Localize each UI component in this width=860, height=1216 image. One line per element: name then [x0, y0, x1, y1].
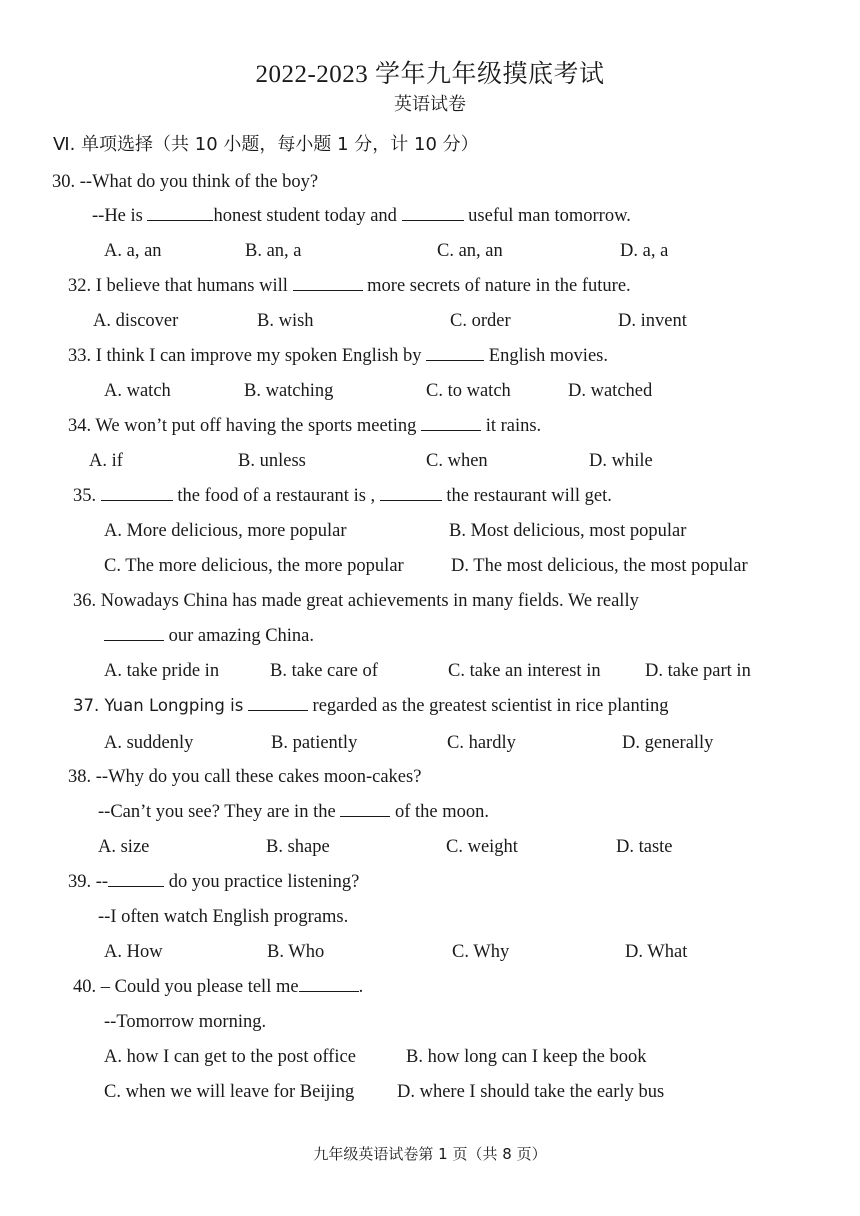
option-b: B. patiently: [271, 733, 358, 753]
question-39-answer-line: --I often watch English programs.: [98, 907, 349, 927]
option-d: D. invent: [618, 311, 687, 331]
option-d: D. What: [625, 942, 688, 962]
question-36-continuation: our amazing China.: [104, 624, 314, 648]
option-c: C. The more delicious, the more popular: [104, 556, 404, 576]
option-b: B. shape: [266, 837, 330, 857]
option-c: C. order: [450, 311, 511, 331]
option-c: C. an, an: [437, 241, 503, 261]
question-39-stem: 39. -- do you practice listening?: [68, 872, 360, 892]
option-b: B. unless: [238, 451, 306, 471]
option-d: D. watched: [568, 381, 653, 401]
answer-blank: [108, 870, 164, 887]
option-d: D. The most delicious, the most popular: [451, 556, 748, 576]
option-b: B. Who: [267, 942, 325, 962]
question-37-stem: 37. Yuan Longping is regarded as the greatest scientist in rice planting: [73, 696, 669, 716]
question-30-answer-line: --He is honest student today and useful man tomorrow.: [92, 206, 631, 226]
question-30-stem: 30. --What do you think of the boy?: [52, 172, 319, 192]
option-a: A. suddenly: [104, 733, 194, 753]
option-b: B. take care of: [270, 661, 378, 681]
answer-blank: [402, 204, 464, 221]
option-b: B. an, a: [245, 241, 302, 261]
answer-blank: [299, 975, 359, 992]
answer-blank: [426, 344, 484, 361]
option-a: A. take pride in: [104, 661, 220, 681]
question-34-stem: 34. We won’t put off having the sports meeting it rains.: [68, 416, 542, 436]
question-33-stem: 33. I think I can improve my spoken English by English movies.: [68, 346, 608, 366]
question-36-stem: 36. Nowadays China has made great achievements in many fields. We really: [73, 591, 639, 611]
option-d: D. where I should take the early bus: [397, 1082, 665, 1102]
option-c: C. when we will leave for Beijing: [104, 1082, 355, 1102]
option-a: A. size: [98, 837, 150, 857]
answer-blank: [248, 694, 308, 711]
option-c: C. when: [426, 451, 488, 471]
option-c: C. take an interest in: [448, 661, 601, 681]
option-c: C. hardly: [447, 733, 516, 753]
option-d: D. taste: [616, 837, 673, 857]
answer-blank: [147, 204, 213, 221]
option-a: A. More delicious, more popular: [104, 521, 347, 541]
option-d: D. take part in: [645, 661, 751, 681]
option-d: D. while: [589, 451, 653, 471]
answer-blank: [104, 624, 164, 641]
option-d: D. generally: [622, 733, 714, 753]
option-b: B. Most delicious, most popular: [449, 521, 687, 541]
option-a: A. a, an: [104, 241, 162, 261]
option-a: A. if: [89, 451, 123, 471]
option-a: A. discover: [93, 311, 179, 331]
option-a: A. watch: [104, 381, 171, 401]
answer-blank: [421, 414, 481, 431]
option-b: B. watching: [244, 381, 334, 401]
question-35-stem: 35. the food of a restaurant is , the restaurant will get.: [73, 486, 612, 506]
option-d: D. a, a: [620, 241, 669, 261]
question-40-stem: 40. – Could you please tell me .: [73, 977, 364, 997]
page-subtitle: 英语试卷: [394, 94, 466, 115]
option-c: C. weight: [446, 837, 518, 857]
answer-blank: [340, 800, 390, 817]
option-c: C. Why: [452, 942, 510, 962]
page-footer: 九年级英语试卷第 1 页（共 8 页）: [313, 1145, 547, 1163]
answer-blank: [293, 274, 363, 291]
answer-blank: [101, 484, 173, 501]
question-38-answer-line: --Can’t you see? They are in the of the moon.: [98, 802, 489, 822]
question-32-stem: 32. I believe that humans will more secrets of nature in the future.: [68, 276, 631, 296]
question-38-stem: 38. --Why do you call these cakes moon-cakes?: [68, 767, 422, 787]
answer-blank: [380, 484, 442, 501]
option-b: B. how long can I keep the book: [406, 1047, 647, 1067]
option-c: C. to watch: [426, 381, 511, 401]
question-40-answer-line: --Tomorrow morning.: [104, 1012, 267, 1032]
option-b: B. wish: [257, 311, 314, 331]
option-a: A. How: [104, 942, 163, 962]
page-title: 2022-2023 学年九年级摸底考试: [255, 61, 605, 88]
option-a: A. how I can get to the post office: [104, 1047, 356, 1067]
section-title: Ⅵ. 单项选择（共 10 小题，每小题 1 分，计 10 分）: [53, 134, 479, 155]
